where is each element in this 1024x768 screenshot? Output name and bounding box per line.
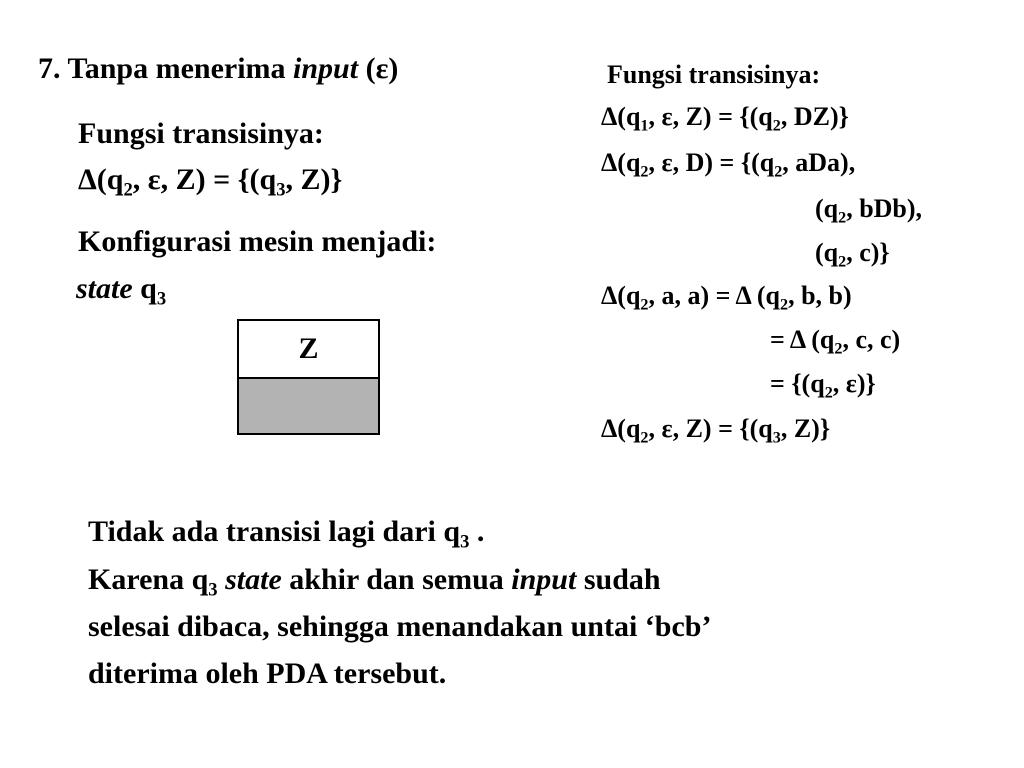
- left-fungsi-label: Fungsi transisinya:: [78, 117, 324, 150]
- heading-italic: input: [293, 52, 359, 85]
- section-heading: [38, 52, 398, 86]
- stack-top-cell: Z: [239, 321, 378, 379]
- left-transition-equation: $\Delta(q_2$, ε, $Z) = \{(q_3$, Z)}: [78, 163, 343, 201]
- stack-bottom-cell: [239, 379, 378, 433]
- heading-text: 7. Tanpa menerima: [38, 52, 294, 85]
- state-label: state $q_3$: [76, 272, 167, 310]
- right-fungsi-title: Fungsi transisinya:: [607, 60, 821, 89]
- right-transition-line: $\Delta(q_1$, ε, $Z) = \{(q_2$, DZ)}: [601, 102, 849, 135]
- right-transition-line: = Δ ($q_2$, c, c): [770, 325, 901, 358]
- right-transition-line: $\Delta(q_2$, ε, $Z) = \{(q_3$, Z)}: [601, 414, 831, 447]
- heading-suffix: (ε): [358, 52, 399, 85]
- right-transition-line: $\Delta(q_2$, a, a) = Δ ($q_2$, b, b): [601, 281, 852, 314]
- right-transition-line: ($q_2$, c)}: [815, 238, 890, 271]
- right-transition-line: = {($q_2$, ε)}: [770, 369, 876, 402]
- conclusion-line: diterima oleh PDA tersebut.: [88, 657, 447, 690]
- conclusion-line: selesai dibaca, sehingga menandakan untai ‘bcb’: [88, 610, 712, 643]
- right-transition-line: ($q_2$, bDb),: [815, 194, 923, 227]
- pda-stack: [237, 319, 380, 435]
- conclusion-line: Karena $q_3$ state akhir dan semua input sudah: [88, 563, 661, 601]
- right-transition-line: $\Delta(q_2$, ε, $D) = \{(q_2$, aDa),: [601, 148, 856, 181]
- konfigurasi-label: Konfigurasi mesin menjadi:: [78, 225, 437, 258]
- conclusion-line: Tidak ada transisi lagi dari $q_3$ .: [88, 515, 485, 553]
